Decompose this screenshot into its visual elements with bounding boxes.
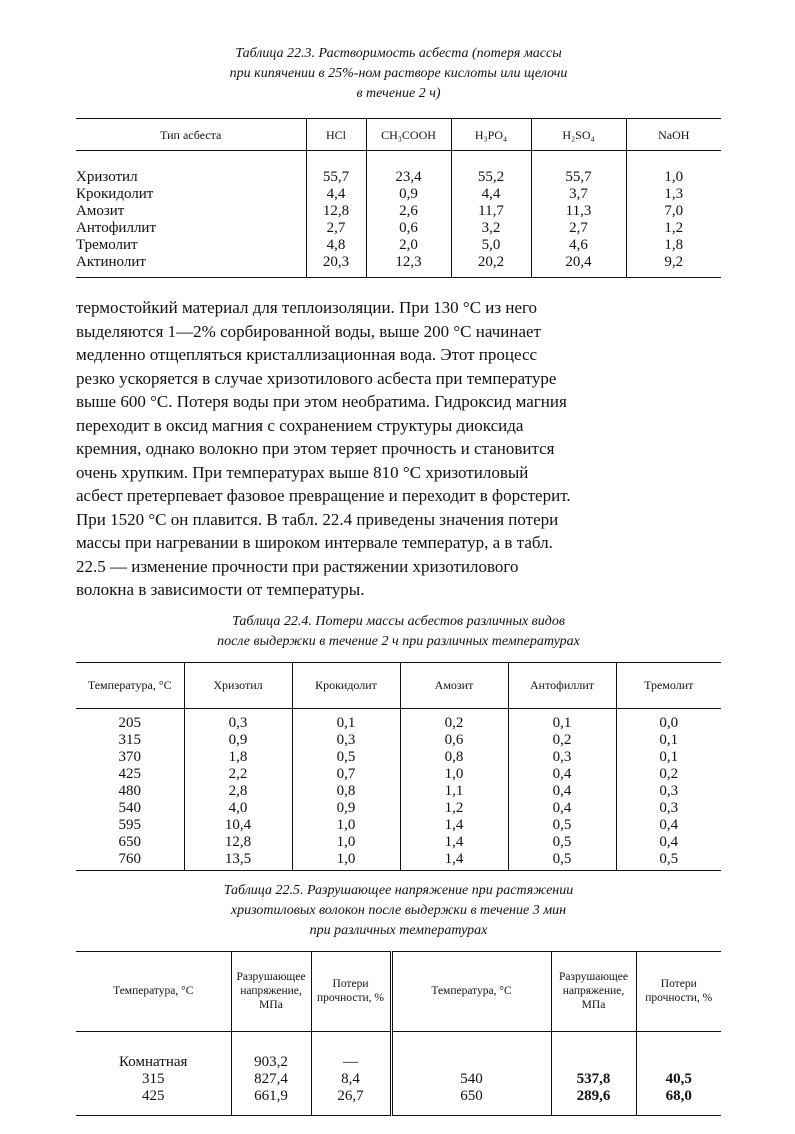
table-cell: 661,9 bbox=[231, 1088, 311, 1116]
column-header: Тремолит bbox=[616, 662, 721, 708]
table-cell: 0,4 bbox=[508, 766, 616, 783]
table-row bbox=[76, 749, 721, 766]
table-cell: 0,3 bbox=[292, 732, 400, 749]
table-cell: 0,6 bbox=[400, 732, 508, 749]
table-cell: Крокидолит bbox=[76, 186, 154, 202]
table-cell bbox=[636, 1031, 721, 1071]
text-line: выше 600 °С. Потеря воды при этом необратима. Гидроксид магния bbox=[76, 392, 567, 411]
table-cell: 1,0 bbox=[292, 851, 400, 871]
table-cell: 0,4 bbox=[508, 783, 616, 800]
text-line: термостойкий материал для теплоизоляции. При 130 °С из него bbox=[76, 298, 538, 317]
table-cell: — bbox=[311, 1031, 391, 1071]
table-cell: 0,9 bbox=[292, 800, 400, 817]
table-cell: 1,3 bbox=[626, 186, 721, 203]
column-header: Температура, °С bbox=[391, 951, 551, 1031]
table-cell: 4,0 bbox=[184, 800, 292, 817]
table-cell: 4,4 bbox=[306, 186, 366, 203]
caption-line: после выдержки в течение 2 ч при различных температурах bbox=[217, 633, 580, 649]
table-cell: 595 bbox=[118, 816, 141, 833]
table-cell: 0,1 bbox=[292, 708, 400, 732]
table-cell: 650 bbox=[118, 833, 141, 850]
column-header: NaOH bbox=[626, 119, 721, 151]
table-row bbox=[76, 708, 721, 732]
table-cell: 289,6 bbox=[551, 1088, 636, 1116]
table-cell: 1,0 bbox=[292, 834, 400, 851]
table-cell: 1,4 bbox=[400, 817, 508, 834]
table-header-row bbox=[76, 951, 721, 1031]
table-cell: 0,2 bbox=[400, 708, 508, 732]
text-line: 22.5 — изменение прочности при растяжении хризотилового bbox=[76, 556, 519, 576]
table-cell: 1,0 bbox=[292, 817, 400, 834]
table-cell: 26,7 bbox=[311, 1088, 391, 1116]
table-cell: 760 bbox=[76, 851, 184, 871]
text-line: очень хрупким. При температурах выше 810 °С хризотиловый bbox=[76, 462, 529, 482]
table-cell: Тремолит bbox=[76, 237, 138, 253]
table-cell: 0,4 bbox=[616, 834, 721, 851]
table-cell: 0,5 bbox=[616, 851, 721, 871]
table-cell bbox=[391, 1031, 551, 1071]
table-header-row bbox=[76, 662, 721, 708]
caption-line: Таблица 22.3. Растворимость асбеста (потеря массы bbox=[235, 46, 562, 61]
text-line: массы при нагревании в широком интервале температур, а в табл. bbox=[76, 533, 553, 552]
column-header: Потери прочности, % bbox=[636, 951, 721, 1031]
table2-caption bbox=[76, 612, 721, 652]
table-cell: 650 bbox=[391, 1088, 551, 1116]
table-row bbox=[76, 1088, 721, 1116]
table-cell: 0,4 bbox=[616, 817, 721, 834]
table-cell: 11,7 bbox=[451, 203, 531, 220]
column-header: Температура, °С bbox=[76, 662, 184, 708]
table-cell: 425 bbox=[118, 765, 141, 782]
table-cell: 20,4 bbox=[531, 254, 626, 278]
table-row bbox=[76, 732, 721, 749]
table-cell: 9,2 bbox=[626, 254, 721, 278]
table-cell: Амозит bbox=[76, 203, 125, 219]
table-cell: 315 bbox=[118, 731, 141, 748]
asbestos-solubility-table bbox=[76, 118, 721, 278]
column-header: Температура, °С bbox=[76, 951, 231, 1031]
table-cell: 2,7 bbox=[531, 220, 626, 237]
table-cell: 23,4 bbox=[366, 151, 451, 187]
table-cell: 0,3 bbox=[616, 800, 721, 817]
table-cell: 0,3 bbox=[508, 749, 616, 766]
table-cell: 55,2 bbox=[451, 151, 531, 187]
table-cell: 0,2 bbox=[616, 766, 721, 783]
column-header: HCl bbox=[306, 119, 366, 151]
table-cell: 0,9 bbox=[184, 732, 292, 749]
table-row bbox=[76, 1071, 721, 1088]
table-row bbox=[76, 800, 721, 817]
table-cell: 2,7 bbox=[306, 220, 366, 237]
table-cell: 1,2 bbox=[400, 800, 508, 817]
table3-caption bbox=[76, 881, 721, 941]
table-cell: 2,6 bbox=[366, 203, 451, 220]
column-header: H₂SO₄ bbox=[531, 119, 626, 151]
table-cell: 1,4 bbox=[400, 851, 508, 871]
table-cell: 4,4 bbox=[451, 186, 531, 203]
caption-line: при различных температурах bbox=[309, 922, 488, 938]
table-cell: 480 bbox=[118, 782, 141, 799]
table-cell: 10,4 bbox=[184, 817, 292, 834]
table-cell: 0,5 bbox=[508, 817, 616, 834]
table-cell: 425 bbox=[76, 1088, 231, 1116]
table1-caption bbox=[76, 44, 721, 104]
table-cell: 0,5 bbox=[508, 834, 616, 851]
table-cell: 12,8 bbox=[184, 834, 292, 851]
table-cell: 1,4 bbox=[400, 834, 508, 851]
table-cell: 370 bbox=[118, 748, 141, 765]
mass-loss-table bbox=[76, 662, 721, 871]
table-cell: 1,1 bbox=[400, 783, 508, 800]
table-cell: 537,8 bbox=[551, 1071, 636, 1088]
column-header: Потери прочности, % bbox=[311, 951, 391, 1031]
table-cell: 20,2 bbox=[451, 254, 531, 278]
table-cell: Хризотил bbox=[76, 169, 138, 185]
table-cell: 1,2 bbox=[626, 220, 721, 237]
table-cell: 903,2 bbox=[231, 1031, 311, 1071]
table-cell: 1,0 bbox=[626, 151, 721, 187]
caption-line: хризотиловых волокон после выдержки в течение 3 мин bbox=[230, 902, 567, 918]
table-cell: 2,2 bbox=[184, 766, 292, 783]
table-cell: 12,3 bbox=[366, 254, 451, 278]
table-cell: 11,3 bbox=[531, 203, 626, 220]
table-cell: Актинолит bbox=[76, 254, 306, 278]
table-cell: 315 bbox=[142, 1070, 165, 1087]
table-row bbox=[76, 817, 721, 834]
tensile-strength-table bbox=[76, 951, 721, 1116]
table-row bbox=[76, 766, 721, 783]
table-cell: 0,7 bbox=[292, 766, 400, 783]
table-cell: 4,8 bbox=[306, 237, 366, 254]
column-header: H₃PO₄ bbox=[451, 119, 531, 151]
table-cell: 68,0 bbox=[636, 1088, 721, 1116]
table-row bbox=[76, 834, 721, 851]
column-header: CH₃COOH bbox=[366, 119, 451, 151]
table-cell: 1,8 bbox=[626, 237, 721, 254]
table-cell: 5,0 bbox=[451, 237, 531, 254]
column-header: Хризотил bbox=[184, 662, 292, 708]
table-cell bbox=[551, 1031, 636, 1071]
column-header: Разрушающее напряжение, МПа bbox=[231, 951, 311, 1031]
table-row bbox=[76, 151, 721, 187]
caption-line: Таблица 22.5. Разрушающее напряжение при растяжении bbox=[223, 882, 574, 898]
table-cell: 55,7 bbox=[306, 151, 366, 187]
table-cell: 0,1 bbox=[616, 732, 721, 749]
caption-line: при кипячении в 25%-ном растворе кислоты или щелочи bbox=[229, 66, 568, 81]
text-line: резко ускоряется в случае хризотилового асбеста при температуре bbox=[76, 368, 557, 388]
table-cell: 20,3 bbox=[306, 254, 366, 278]
table-cell: 12,8 bbox=[306, 203, 366, 220]
text-line: выделяются 1—2% сорбированной воды, выше 200 °С начинает bbox=[76, 321, 541, 341]
table-cell: Комнатная bbox=[119, 1053, 188, 1070]
table-cell: 0,1 bbox=[616, 749, 721, 766]
table-cell: 55,7 bbox=[531, 151, 626, 187]
caption-line: в течение 2 ч) bbox=[356, 86, 441, 101]
table-header-row bbox=[76, 119, 721, 151]
table-cell: Антофиллит bbox=[76, 220, 157, 236]
table-cell: 205 bbox=[118, 714, 141, 731]
table-row bbox=[76, 203, 721, 220]
text-line: волокна в зависимости от температуры. bbox=[76, 580, 365, 599]
table-cell: 0,3 bbox=[184, 708, 292, 732]
caption-line: Таблица 22.4. Потери массы асбестов различных видов bbox=[232, 613, 565, 629]
column-header: Амозит bbox=[400, 662, 508, 708]
table-row bbox=[76, 1031, 721, 1071]
table-cell: 0,9 bbox=[366, 186, 451, 203]
table-cell: 3,7 bbox=[531, 186, 626, 203]
column-header: Крокидолит bbox=[292, 662, 400, 708]
text-line: При 1520 °С он плавится. В табл. 22.4 приведены значения потери bbox=[76, 509, 559, 529]
table-cell: 0,5 bbox=[508, 851, 616, 871]
table-cell: 8,4 bbox=[311, 1071, 391, 1088]
table-cell: 0,1 bbox=[508, 708, 616, 732]
column-header: Тип асбеста bbox=[76, 119, 306, 151]
table-row bbox=[76, 220, 721, 237]
book-page bbox=[76, 44, 721, 1116]
text-line: медленно отщепляться кристаллизационная вода. Этот процесс bbox=[76, 345, 538, 364]
table-cell: 0,8 bbox=[400, 749, 508, 766]
table-cell: 3,2 bbox=[451, 220, 531, 237]
table-cell: 827,4 bbox=[231, 1071, 311, 1088]
table-cell: 0,2 bbox=[508, 732, 616, 749]
table-cell: 540 bbox=[391, 1071, 551, 1088]
table-cell: 1,8 bbox=[184, 749, 292, 766]
table-cell: 2,8 bbox=[184, 783, 292, 800]
text-line: переходит в оксид магния с сохранением структуры диоксида bbox=[76, 415, 524, 435]
table-row bbox=[76, 851, 721, 871]
column-header: Антофиллит bbox=[508, 662, 616, 708]
text-line: асбест претерпевает фазовое превращение и переходит в форстерит. bbox=[76, 486, 571, 505]
table-cell: 0,3 bbox=[616, 783, 721, 800]
table-cell: 0,8 bbox=[292, 783, 400, 800]
table-cell: 40,5 bbox=[636, 1071, 721, 1088]
table-cell: 540 bbox=[118, 799, 141, 816]
table-cell: 13,5 bbox=[184, 851, 292, 871]
table-row bbox=[76, 254, 721, 278]
table-cell: 0,6 bbox=[366, 220, 451, 237]
body-paragraph bbox=[76, 296, 721, 602]
text-line: кремния, однако волокно при этом теряет прочность и становится bbox=[76, 439, 555, 458]
table-cell: 0,5 bbox=[292, 749, 400, 766]
table-cell: 0,4 bbox=[508, 800, 616, 817]
table-cell: 0,0 bbox=[616, 708, 721, 732]
table-row bbox=[76, 783, 721, 800]
column-header: Разрушающее напряжение, МПа bbox=[551, 951, 636, 1031]
table-cell: 2,0 bbox=[366, 237, 451, 254]
table-cell: 4,6 bbox=[531, 237, 626, 254]
table-row bbox=[76, 237, 721, 254]
table-cell: 7,0 bbox=[626, 203, 721, 220]
table-cell: 1,0 bbox=[400, 766, 508, 783]
table-row bbox=[76, 186, 721, 203]
